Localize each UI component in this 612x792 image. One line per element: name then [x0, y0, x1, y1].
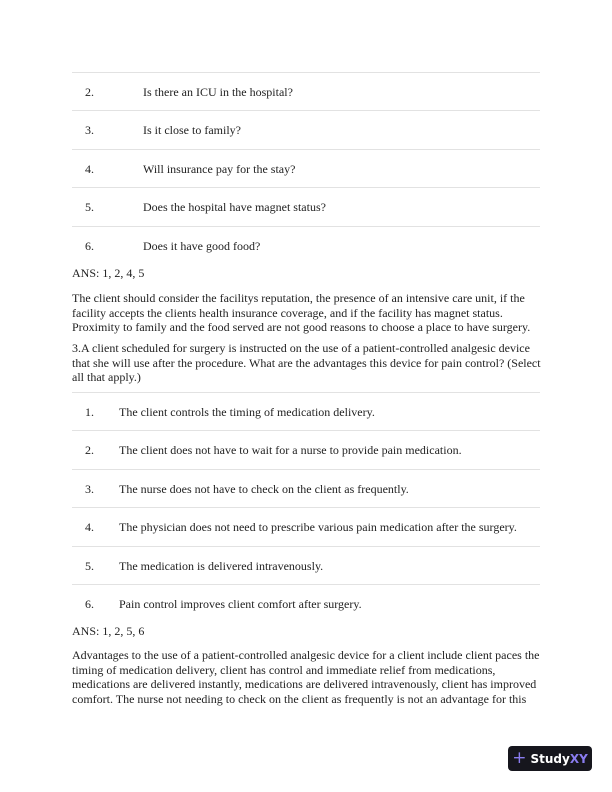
option-number: 2. [85, 443, 94, 458]
option-text: Will insurance pay for the stay? [143, 161, 296, 176]
option-text: The client does not have to wait for a nurse to provide pain medication. [119, 443, 462, 458]
q3-options-table [72, 392, 540, 622]
option-number: 3. [85, 123, 94, 138]
option-text: Pain control improves client comfort after surgery. [119, 596, 362, 611]
option-text: The client controls the timing of medication delivery. [119, 405, 375, 419]
logo-study: Study [530, 751, 570, 766]
studyxy-logo[interactable] [508, 746, 592, 771]
option-text: The medication is delivered intravenously. [119, 558, 324, 573]
option-number: 6. [85, 238, 94, 253]
option-row [72, 187, 540, 225]
option-number: 4. [85, 161, 94, 176]
option-row [72, 469, 540, 507]
q3-rationale: Advantages to the use of a patient-controlled analgesic device for a client include client paces the timing of medication delivery, client has control and immediate relief from medications, medications are delivered instantly, medications are delivered intravenously, client has improved comfort. The nurse not needing to check on the client as frequently is not an advantage for this [72, 648, 540, 706]
logo-text [530, 752, 587, 766]
option-row [72, 584, 540, 622]
option-text: Does it have good food? [143, 238, 261, 253]
option-row [72, 110, 540, 148]
logo-xy: XY [569, 751, 588, 766]
q2-answer: ANS: 1, 2, 4, 5 [72, 266, 145, 280]
option-number: 2. [85, 85, 94, 99]
q3-answer: ANS: 1, 2, 5, 6 [72, 624, 145, 638]
option-text: The physician does not need to prescribe various pain medication after the surgery. [119, 520, 517, 535]
option-text: Is it close to family? [143, 123, 241, 138]
option-text: Is there an ICU in the hospital? [143, 85, 293, 99]
q2-options-table [72, 72, 540, 264]
option-text: The nurse does not have to check on the client as frequently. [119, 481, 409, 496]
plus-icon: + [512, 748, 527, 768]
option-number: 3. [85, 481, 94, 496]
option-number: 4. [85, 520, 94, 535]
option-row [72, 507, 540, 545]
option-number: 5. [85, 558, 94, 573]
option-row [72, 72, 540, 110]
q3-question: 3.A client scheduled for surgery is instructed on the use of a patient-controlled analgesic device that she will use after the procedure. What are the advantages this device for pain control? (Select all that apply.) [72, 341, 541, 385]
option-row [72, 546, 540, 584]
option-text: Does the hospital have magnet status? [143, 200, 326, 215]
option-number: 6. [85, 596, 94, 611]
option-number: 5. [85, 200, 94, 215]
q2-rationale: The client should consider the facilitys reputation, the presence of an intensive care unit, if the facility accepts the clients health insurance coverage, and if the facility has magnet status. Proximity to family and the food served are not good reasons to choose a place to have surgery. [72, 291, 531, 335]
option-row [72, 430, 540, 468]
option-row [72, 392, 540, 430]
option-number: 1. [85, 405, 94, 419]
option-row [72, 149, 540, 187]
option-row [72, 226, 540, 264]
